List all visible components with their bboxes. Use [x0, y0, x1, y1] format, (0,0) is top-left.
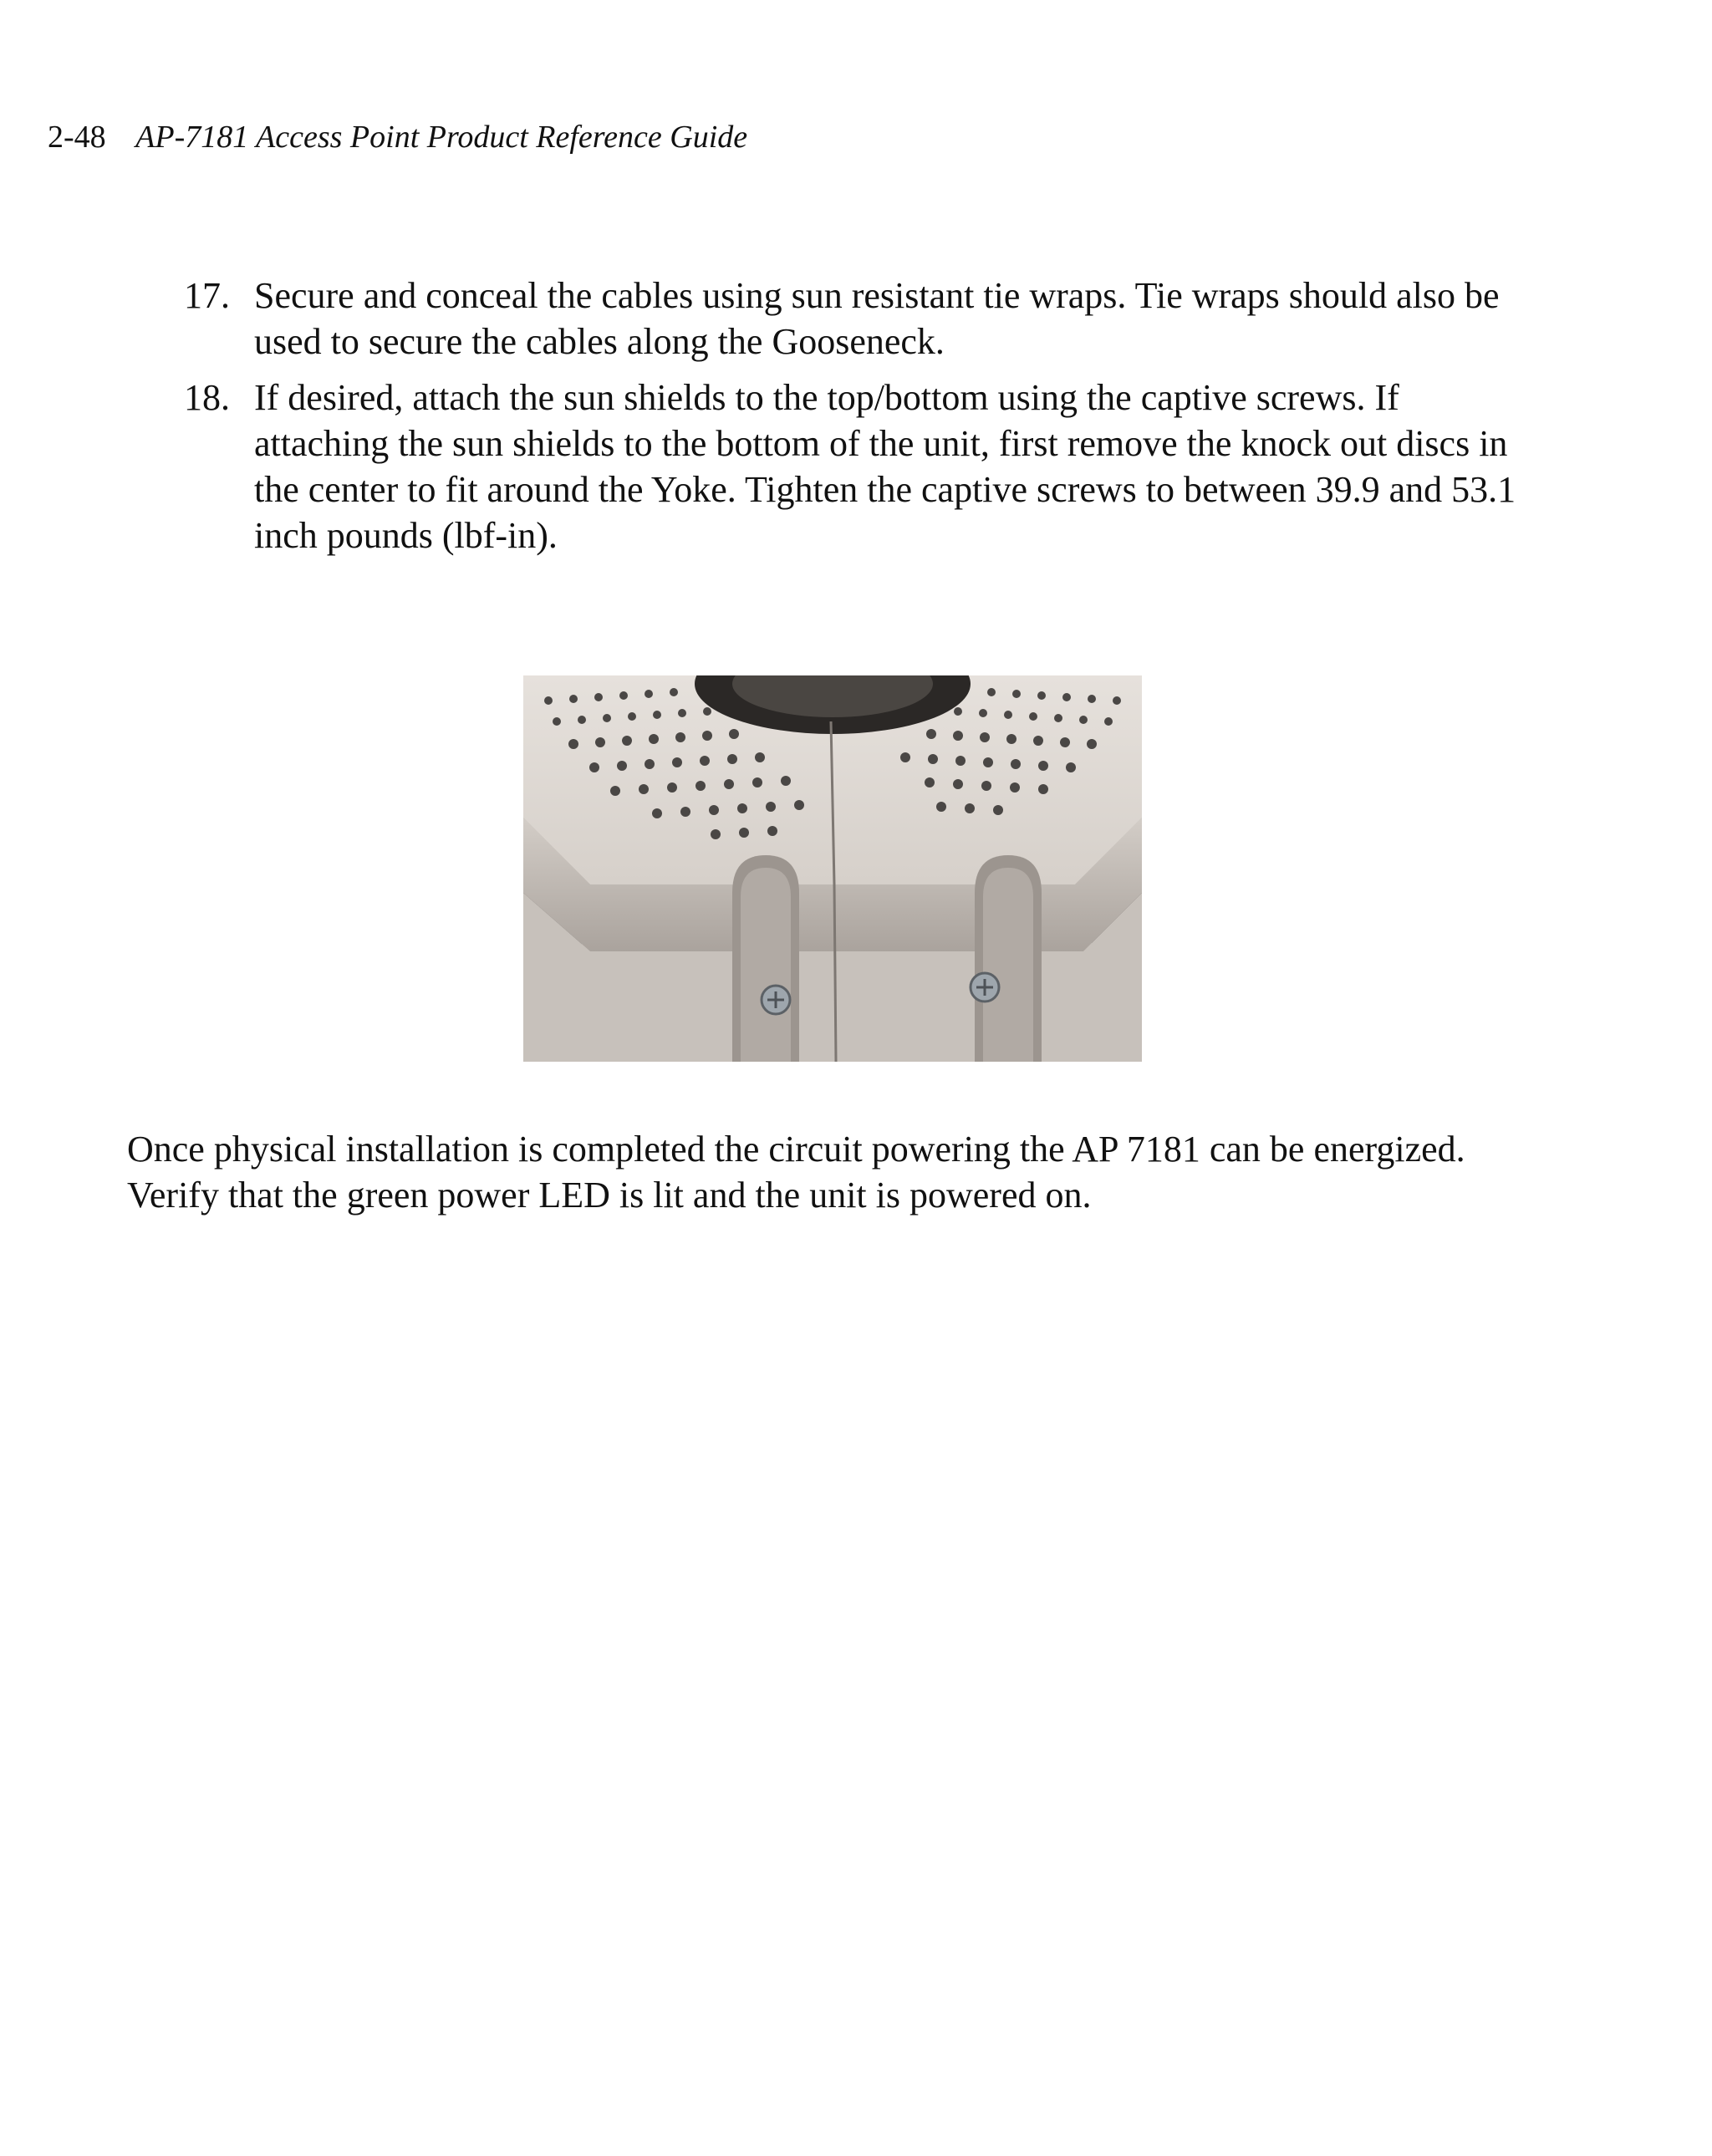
step-number: 17. — [184, 275, 230, 316]
left-notch-inner — [741, 868, 791, 1062]
step-18 — [184, 375, 1538, 558]
sun-shield-illustration — [523, 675, 1142, 1062]
page-number: 2-48 — [48, 120, 106, 155]
right-notch-inner — [983, 868, 1033, 1062]
step-number: 18. — [184, 377, 230, 418]
page-header — [48, 115, 747, 159]
installation-steps — [184, 273, 1538, 568]
document-title: AP-7181 Access Point Product Reference Guide — [135, 120, 748, 155]
step-text: Secure and conceal the cables using sun resistant tie wraps. Tie wraps should also be used to secure the cables along the Gooseneck. — [254, 275, 1500, 362]
left-screw-icon — [762, 986, 790, 1014]
closing-paragraph: Once physical installation is completed the circuit powering the AP 7181 can be energized. Verify that the green power LED is lit and the unit is powered on. — [127, 1129, 1465, 1216]
sun-shield-photo — [523, 675, 1142, 1062]
step-text: If desired, attach the sun shields to the top/bottom using the captive screws. If attaching the sun shields to the bottom of the unit, first remove the knock out discs in the center to fit around the Yoke. Tighten the captive screws to between 39.9 and 53.1 inch pounds (lbf-in). — [254, 377, 1516, 556]
step-17 — [184, 273, 1538, 364]
right-screw-icon — [971, 973, 999, 1002]
